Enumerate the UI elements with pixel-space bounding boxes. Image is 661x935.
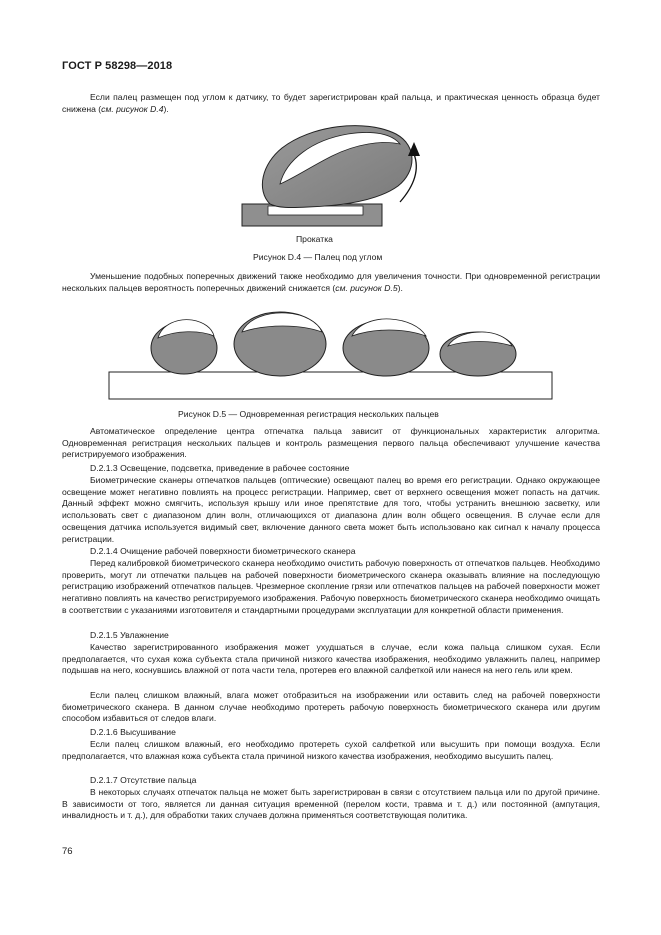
sec-217-paragraph — [62, 787, 600, 822]
heading-d216: D.2.1.6 Высушивание — [90, 727, 176, 737]
sec-215-text-2: Если палец слишком влажный, влага может отобразиться на изображении или оставить след на рабочей поверхности биометрического сканера. В данном случае необходимо протереть рабочую поверхность биометрического сканера или другим способом избавиться от следов влаги. — [62, 690, 600, 724]
sec-216-text: Если палец слишком влажный, его необходимо протереть сухой салфеткой или высушить при помощи воздуха. Если предполагается, что влажная кожа субъекта стала причиной низкого качества изображения, необходимо высушить палец. — [62, 739, 600, 761]
heading-d217: D.2.1.7 Отсутствие пальца — [90, 775, 197, 785]
figure-d5-caption: Рисунок D.5 — Одновременная регистрация нескольких пальцев — [178, 409, 439, 419]
page-number: 76 — [62, 846, 73, 857]
sec-217-text: В некоторых случаях отпечаток пальца не может быть зарегистрирован в связи с отсутствием пальца или по другой причине. В зависимости от того, является ли данная ситуация временной (перелом кости, травма и т. д.) или постоянной (ампутация, инвалидность и т. д.), для обработки таких случаев должна применяться соответствующая политика. — [62, 787, 600, 821]
figure-d4-label: Прокатка — [296, 234, 333, 244]
heading-d215: D.2.1.5 Увлажнение — [90, 630, 169, 640]
intro-tail: ). — [163, 103, 169, 114]
heading-d213: D.2.1.3 Освещение, подсветка, приведение в рабочее состояние — [90, 463, 350, 473]
reduce-paragraph — [62, 271, 600, 294]
figure-d5-multiple-fingers — [108, 310, 554, 400]
reduce-text: Уменьшение подобных поперечных движений также необходимо для увеличения точности. При одновременной регистрации нескольких пальцев вероятность поперечных движений снижается ( — [62, 271, 600, 293]
finger-2 — [234, 312, 326, 376]
sec-215-paragraph-2 — [62, 690, 600, 725]
document-code: ГОСТ Р 58298—2018 — [62, 60, 173, 72]
sec-214-text: Перед калибровкой биометрического сканера необходимо очистить рабочую поверхность от отпечатков пальцев. Необходимо проверить, могут ли отпечатки пальцев на рабочей поверхности биометрического сканера оказывать влияние на последующую регистрацию изображений отпечатков пальцев. Чрезмерное скопление грязи или отпечатков пальцев на рабочей поверхности может негативно повлиять на качество регистрируемого изображения. Рабочую поверхность биометрического сканера необходимо очищать в соответствии с указаниями изготовителя и стандартными процедурами эксплуатации для конкретной области применения. — [62, 558, 600, 615]
sec-215-paragraph-1 — [62, 642, 600, 677]
reduce-figure-ref: см. рисунок D.5 — [335, 282, 398, 293]
finger-3 — [343, 319, 429, 376]
intro-text: Если палец размещен под углом к датчику, то будет зарегистрирован край пальца, и практическая ценность образца будет снижена ( — [62, 92, 600, 114]
auto-paragraph — [62, 426, 600, 461]
intro-figure-ref: см. рисунок D.4 — [101, 103, 164, 114]
intro-paragraph — [62, 92, 600, 115]
heading-d214: D.2.1.4 Очищение рабочей поверхности биометрического сканера — [90, 546, 356, 556]
sec-214-paragraph — [62, 558, 600, 617]
finger-1 — [151, 320, 217, 374]
figure-d4-caption: Рисунок D.4 — Палец под углом — [253, 252, 383, 262]
sec-213-paragraph — [62, 475, 600, 545]
sec-213-text: Биометрические сканеры отпечатков пальцев (оптические) освещают палец во время его регистрации. Однако окружающее освещение может негативно повлиять на процесс регистрации. Например, свет от верхнего освещения может попасть на датчик. Данный эффект можно смягчить, используя крышу или иное препятствие для того, чтобы устранить внешнюю засветку, или использовать свет с диапазоном длин волн, отличающихся от диапазона длин волн общего освещения. В случае если для освещения датчика используется видимый свет, включение данного света может быть использовано как сигнал к началу процесса регистрации. — [62, 475, 600, 544]
reduce-tail: ). — [397, 282, 403, 293]
finger-4 — [440, 332, 516, 376]
sec-216-paragraph — [62, 739, 600, 762]
sec-215-text-1: Качество зарегистрированного изображения может ухудшаться в случае, если кожа пальца слишком сухая. Если предполагается, что сухая кожа субъекта стала причиной низкого качества изображения, необходимо увлажнить палец, например подышав на него, коснувшись влажной от пота части тела, протерев его влажной салфеткой или нанеся на него гель или крем. — [62, 642, 600, 676]
figure-d4-finger-angle — [236, 120, 426, 230]
auto-text: Автоматическое определение центра отпечатка пальца зависит от функциональных характеристик алгоритма. Одновременная регистрация нескольких пальцев и контроль размещения первого пальца обеспечивают улучшение качества регистрируемого изображения. — [62, 426, 600, 460]
